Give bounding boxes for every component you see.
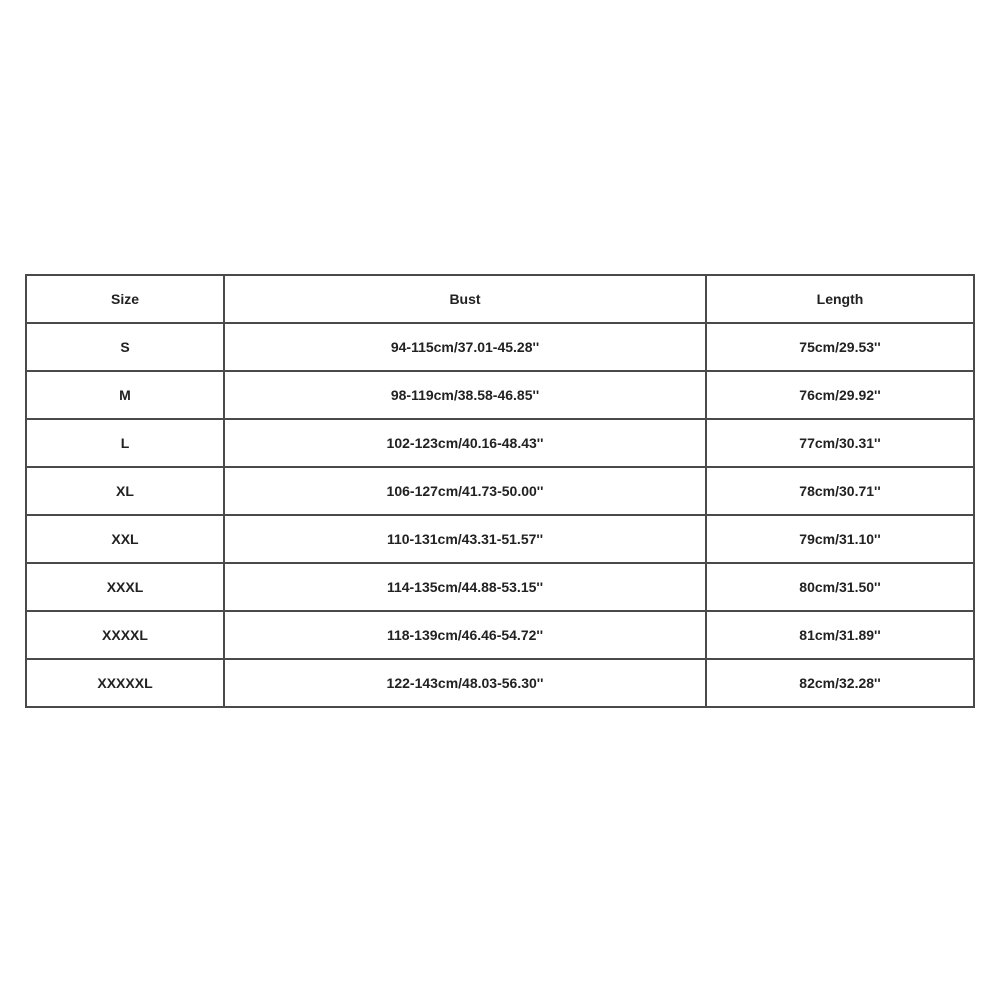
table-row <box>26 419 974 467</box>
table-row <box>26 563 974 611</box>
cell-bust: 110-131cm/43.31-51.57'' <box>224 515 706 563</box>
cell-bust: 98-119cm/38.58-46.85'' <box>224 371 706 419</box>
cell-length: 82cm/32.28'' <box>706 659 974 707</box>
cell-bust: 114-135cm/44.88-53.15'' <box>224 563 706 611</box>
cell-length: 80cm/31.50'' <box>706 563 974 611</box>
cell-size: S <box>26 323 224 371</box>
cell-bust: 118-139cm/46.46-54.72'' <box>224 611 706 659</box>
cell-size: XXL <box>26 515 224 563</box>
cell-size: XXXXXL <box>26 659 224 707</box>
cell-length: 81cm/31.89'' <box>706 611 974 659</box>
cell-size: M <box>26 371 224 419</box>
table-row <box>26 323 974 371</box>
table-header-row <box>26 275 974 323</box>
cell-size: XXXL <box>26 563 224 611</box>
cell-size: L <box>26 419 224 467</box>
cell-bust: 106-127cm/41.73-50.00'' <box>224 467 706 515</box>
cell-length: 76cm/29.92'' <box>706 371 974 419</box>
cell-length: 79cm/31.10'' <box>706 515 974 563</box>
header-size: Size <box>26 275 224 323</box>
table-row <box>26 371 974 419</box>
cell-size: XXXXL <box>26 611 224 659</box>
cell-bust: 122-143cm/48.03-56.30'' <box>224 659 706 707</box>
table-row <box>26 611 974 659</box>
size-chart-table <box>25 274 975 708</box>
table-row <box>26 659 974 707</box>
cell-size: XL <box>26 467 224 515</box>
cell-length: 78cm/30.71'' <box>706 467 974 515</box>
cell-length: 77cm/30.31'' <box>706 419 974 467</box>
table-row <box>26 467 974 515</box>
cell-length: 75cm/29.53'' <box>706 323 974 371</box>
header-length: Length <box>706 275 974 323</box>
cell-bust: 94-115cm/37.01-45.28'' <box>224 323 706 371</box>
table-row <box>26 515 974 563</box>
cell-bust: 102-123cm/40.16-48.43'' <box>224 419 706 467</box>
header-bust: Bust <box>224 275 706 323</box>
